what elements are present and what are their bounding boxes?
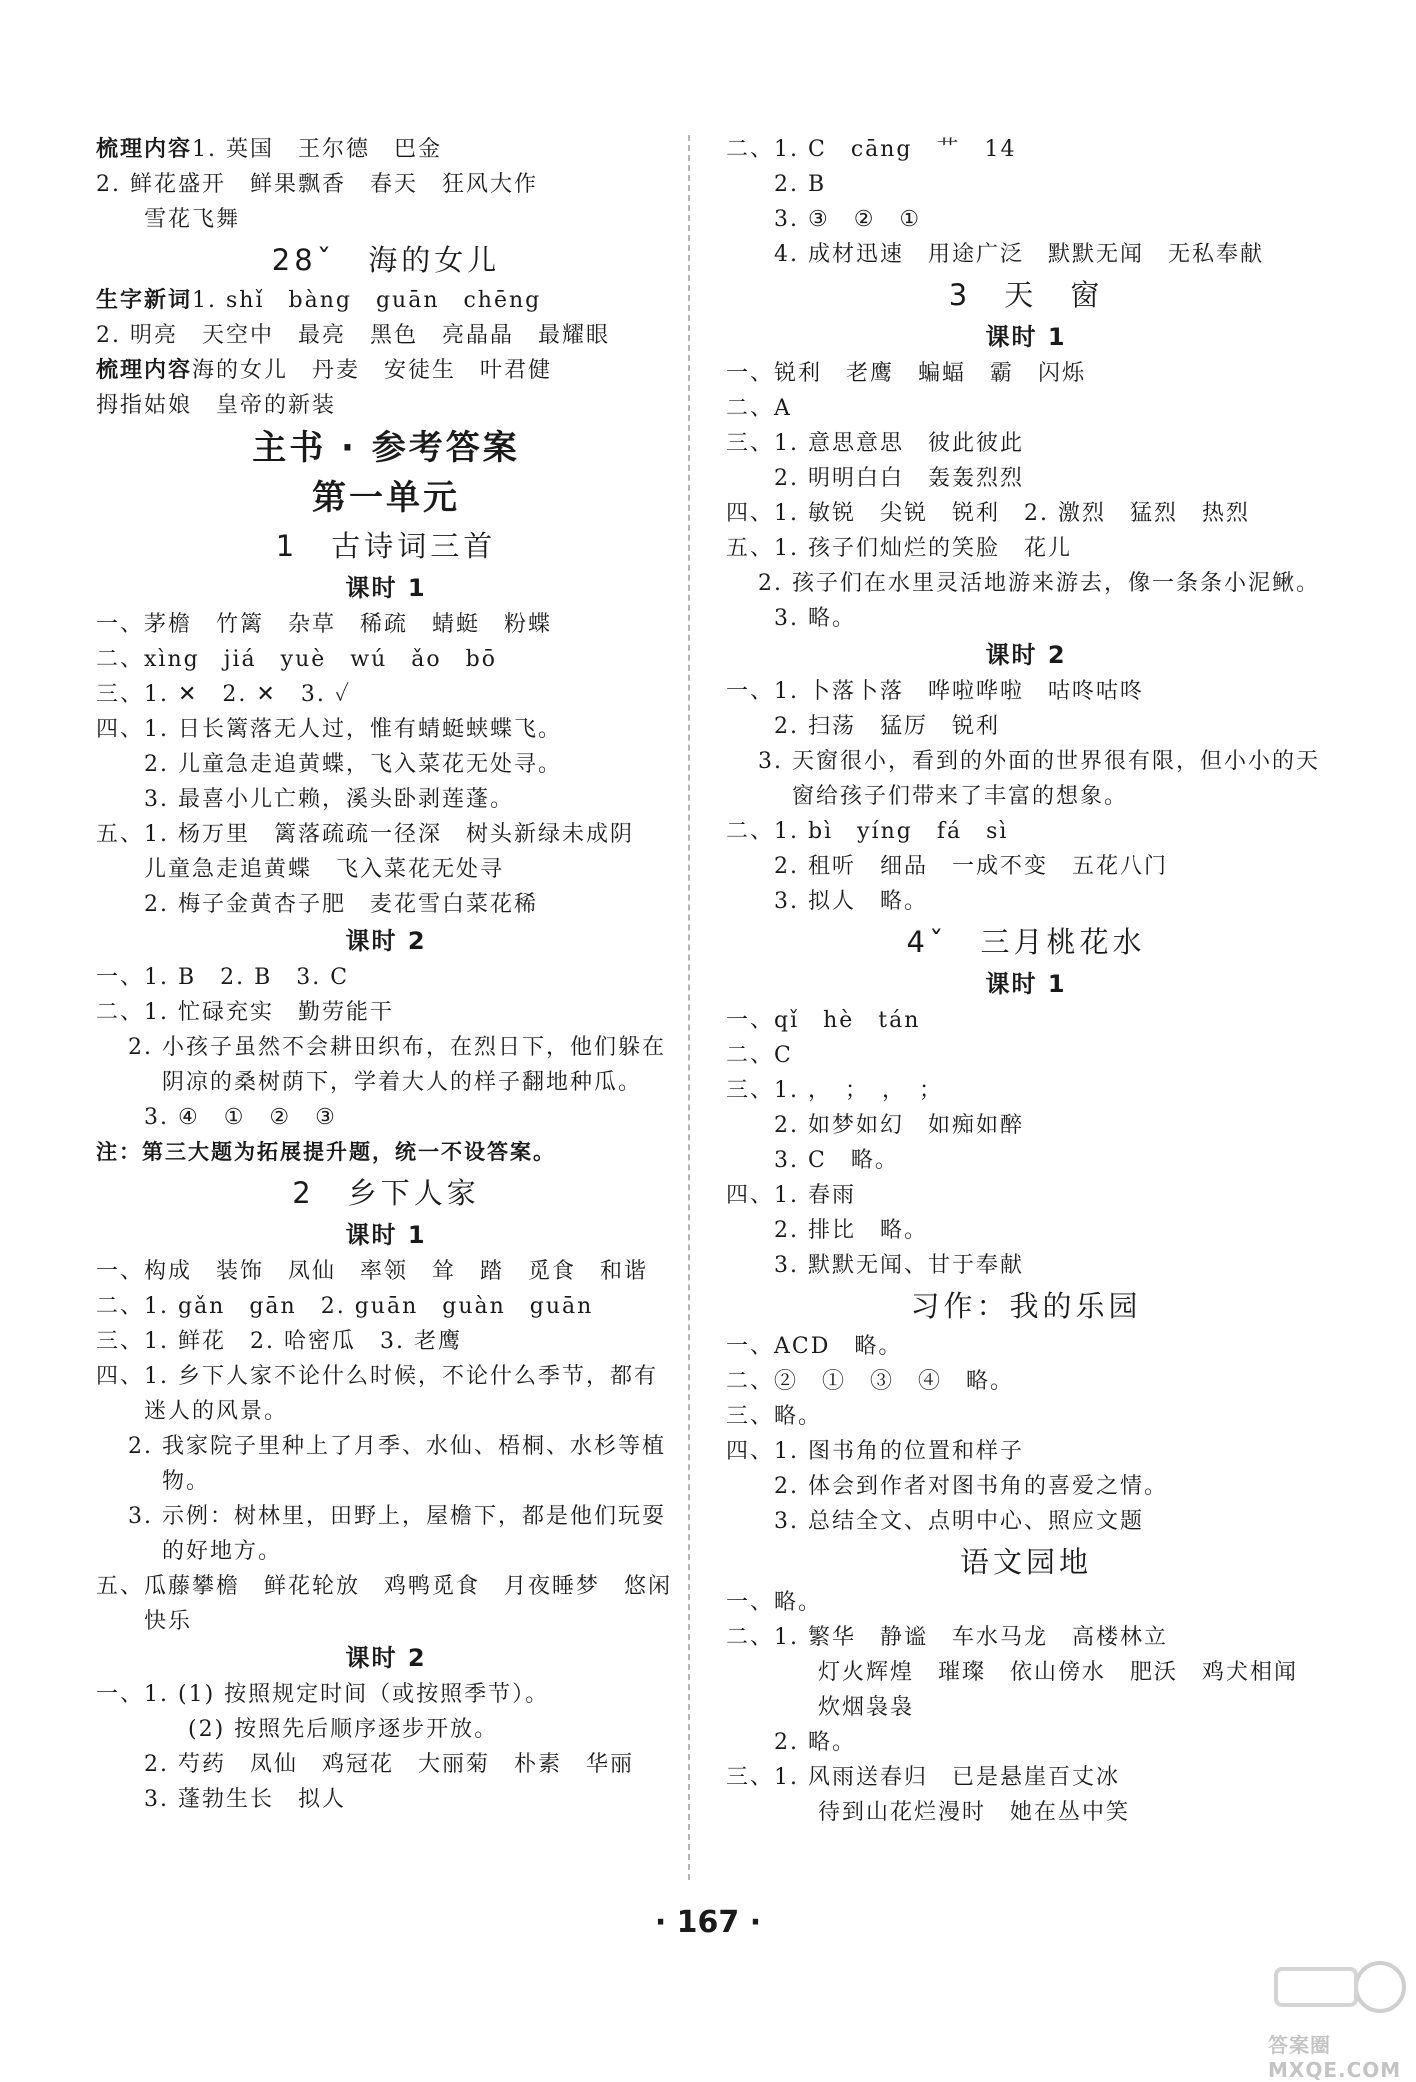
- text-line: 一、茅檐 竹篱 杂草 稀疏 蜻蜓 粉蝶: [96, 612, 553, 637]
- text-line: 二、1. 繁华 静谧 车水马龙 高楼林立: [726, 1625, 1168, 1650]
- text-line: 2. 明明白白 轰轰烈烈: [774, 466, 1024, 491]
- text-line: 二、1. bì yíng fá sì: [726, 819, 1009, 844]
- text-line: 2. 儿童急走追黄蝶，飞入菜花无处寻。: [144, 752, 562, 777]
- text-line: 2. 扫荡 猛厉 锐利: [774, 714, 1000, 739]
- period-title: 课时 1: [985, 970, 1067, 998]
- text-line: 一、1. B 2. B 3. C: [96, 965, 350, 990]
- section-title: 语文园地: [959, 1545, 1092, 1579]
- lesson-title: 28ˇ 海的女儿: [271, 243, 501, 277]
- text-line: 4. 成材迅速 用途广泛 默默无闻 无私奉献: [774, 242, 1264, 267]
- text-line: 一、1. (1) 按照规定时间（或按照季节）。: [96, 1682, 550, 1707]
- text-line: 一、构成 装饰 凤仙 率领 耸 踏 觅食 和谐: [96, 1259, 649, 1284]
- text-line: 3. 最喜小儿亡赖，溪头卧剥莲蓬。: [144, 787, 514, 812]
- period-title: 课时 2: [345, 1644, 427, 1672]
- text-line: 2. 孩子们在水里灵活地游来游去，像一条条小泥鳅。: [758, 571, 1320, 596]
- text-line: 四、1. 敏锐 尖锐 锐利 2. 激烈 猛烈 热烈: [726, 501, 1250, 526]
- text-line: 五、1. 杨万里 篱落疏疏一径深 树头新绿未成阴: [96, 822, 634, 847]
- text-line: 三、1. 意思意思 彼此彼此: [726, 431, 1024, 456]
- text-line: 三、1. ， ； ， ；: [726, 1078, 943, 1103]
- text-line: 二、xìng jiá yuè wú ǎo bō: [96, 647, 497, 672]
- text-line: 三、略。: [726, 1404, 823, 1429]
- page-number: · 167 ·: [654, 1905, 762, 1940]
- period-title: 课时 2: [345, 927, 427, 955]
- text-line: 2. 体会到作者对图书角的喜爱之情。: [774, 1474, 1168, 1499]
- text-line: 生字新词1. shǐ bàng guān chēng: [96, 288, 542, 313]
- text-line: 2. 我家院子里种上了月季、水仙、梧桐、水杉等植物。: [128, 1434, 666, 1494]
- lesson-title: 1 古诗词三首: [275, 529, 497, 563]
- text-line: 一、锐利 老鹰 蝙蝠 霸 闪烁: [726, 361, 1087, 386]
- text-line: 一、ACD 略。: [726, 1334, 903, 1359]
- lesson-title: 4ˇ 三月桃花水: [906, 925, 1146, 959]
- period-title: 课时 1: [345, 1221, 427, 1249]
- period-title: 课时 2: [985, 641, 1067, 669]
- text-line: 三、1. ✕ 2. ✕ 3. ✓: [96, 682, 352, 707]
- left-column: [96, 132, 676, 1817]
- text-line: 3. 天窗很小，看到的外面的世界很有限，但小小的天窗给孩子们带来了丰富的想象。: [758, 749, 1320, 809]
- period-title: 课时 1: [985, 323, 1067, 351]
- text-line: 3. C 略。: [774, 1148, 899, 1173]
- text-line: 2. 明亮 天空中 最亮 黑色 亮晶晶 最耀眼: [96, 323, 610, 348]
- text-line: 拇指姑娘 皇帝的新装: [96, 393, 337, 418]
- note: 注：第三大题为拓展提升题，统一不设答案。: [96, 1140, 556, 1164]
- text-line: 2. 芍药 凤仙 鸡冠花 大丽菊 朴素 华丽: [144, 1752, 634, 1777]
- text-line: 一、qǐ hè tán: [726, 1008, 921, 1033]
- text-line: 梳理内容海的女儿 丹麦 安徒生 叶君健: [96, 358, 553, 383]
- text-line: 3. 略。: [774, 606, 856, 631]
- text-line: 四、1. 乡下人家不论什么时候，不论什么季节，都有迷人的风景。: [96, 1364, 658, 1424]
- text-line: 一、1. 卜落卜落 哗啦哗啦 咕咚咕咚: [726, 679, 1144, 704]
- text-line: 2. 排比 略。: [774, 1218, 928, 1243]
- watermark-text: 答案圈 MXQE.COM: [1268, 2033, 1402, 2082]
- text-line: 2. 小孩子虽然不会耕田织布，在烈日下，他们躲在阴凉的桑树荫下，学着大人的样子翻地种瓜。: [128, 1035, 666, 1095]
- text-line: 三、1. 鲜花 2. 哈密瓜 3. 老鹰: [96, 1329, 462, 1354]
- text-line: 2. 梅子金黄杏子肥 麦花雪白菜花稀: [144, 892, 538, 917]
- main-title: 主书 · 参考答案: [252, 428, 520, 468]
- text-line: 灯火辉煌 璀璨 依山傍水 肥沃 鸡犬相闻 炊烟袅袅: [818, 1660, 1323, 1720]
- text-line: 3. ③ ② ①: [774, 207, 922, 232]
- text-line: 四、1. 日长篱落无人过，惟有蜻蜓蛱蝶飞。: [96, 717, 562, 742]
- text-line: 五、1. 孩子们灿烂的笑脸 花儿: [726, 536, 1072, 561]
- text-line: 三、1. 风雨送春归 已是悬崖百丈冰: [726, 1765, 1120, 1790]
- lesson-title: 2 乡下人家: [292, 1176, 480, 1210]
- text-line: 3. 默默无闻、甘于奉献: [774, 1253, 1024, 1278]
- text-line: 2. B: [774, 172, 827, 197]
- text-line: 五、瓜藤攀檐 鲜花轮放 鸡鸭觅食 月夜睡梦 悠闲快乐: [96, 1574, 673, 1634]
- text-line: 2. 租听 细品 一成不变 五花八门: [774, 854, 1168, 879]
- text-line: 二、② ① ③ ④ 略。: [726, 1369, 1015, 1394]
- text-line: 四、1. 图书角的位置和样子: [726, 1439, 1024, 1464]
- watermark-logo-icon: [1268, 1955, 1408, 2025]
- text-line: 二、1. C cāng 艹 14: [726, 137, 1017, 162]
- text-line: 3. 总结全文、点明中心、照应文题: [774, 1509, 1144, 1534]
- period-title: 课时 1: [345, 574, 427, 602]
- text-line: 二、1. gǎn gān 2. guān guàn guān: [96, 1294, 594, 1319]
- text-line: 一、略。: [726, 1590, 823, 1615]
- text-line: 待到山花烂漫时 她在丛中笑: [818, 1800, 1131, 1825]
- text-line: 2. 如梦如幻 如痴如醉: [774, 1113, 1024, 1138]
- text-line: 3. ④ ① ② ③: [144, 1105, 337, 1130]
- text-line: (2) 按照先后顺序逐步开放。: [188, 1717, 499, 1742]
- text-line: 3. 示例：树林里，田野上，屋檐下，都是他们玩耍的好地方。: [128, 1504, 666, 1564]
- text-line: 2. 鲜花盛开 鲜果飘香 春天 狂风大作: [96, 172, 538, 197]
- text-line: 二、C: [726, 1043, 793, 1068]
- text-line: 四、1. 春雨: [726, 1183, 856, 1208]
- text-line: 3. 蓬勃生长 拟人: [144, 1787, 346, 1812]
- right-column: [726, 132, 1326, 1830]
- section-title: 习作：我的乐园: [910, 1289, 1142, 1323]
- unit-title: 第一单元: [312, 478, 460, 518]
- text-line: 梳理内容1. 英国 王尔德 巴金: [96, 137, 442, 162]
- lesson-title: 3 天 窗: [948, 278, 1104, 312]
- text-line: 儿童急走追黄蝶 飞入菜花无处寻: [144, 857, 505, 882]
- watermark: [1268, 1955, 1408, 2082]
- text-line: 二、A: [726, 396, 792, 421]
- text-line: 雪花飞舞: [144, 207, 241, 232]
- column-divider: [688, 135, 690, 1880]
- text-line: 3. 拟人 略。: [774, 889, 928, 914]
- text-line: 二、1. 忙碌充实 勤劳能干: [96, 1000, 394, 1025]
- text-line: 2. 略。: [774, 1730, 856, 1755]
